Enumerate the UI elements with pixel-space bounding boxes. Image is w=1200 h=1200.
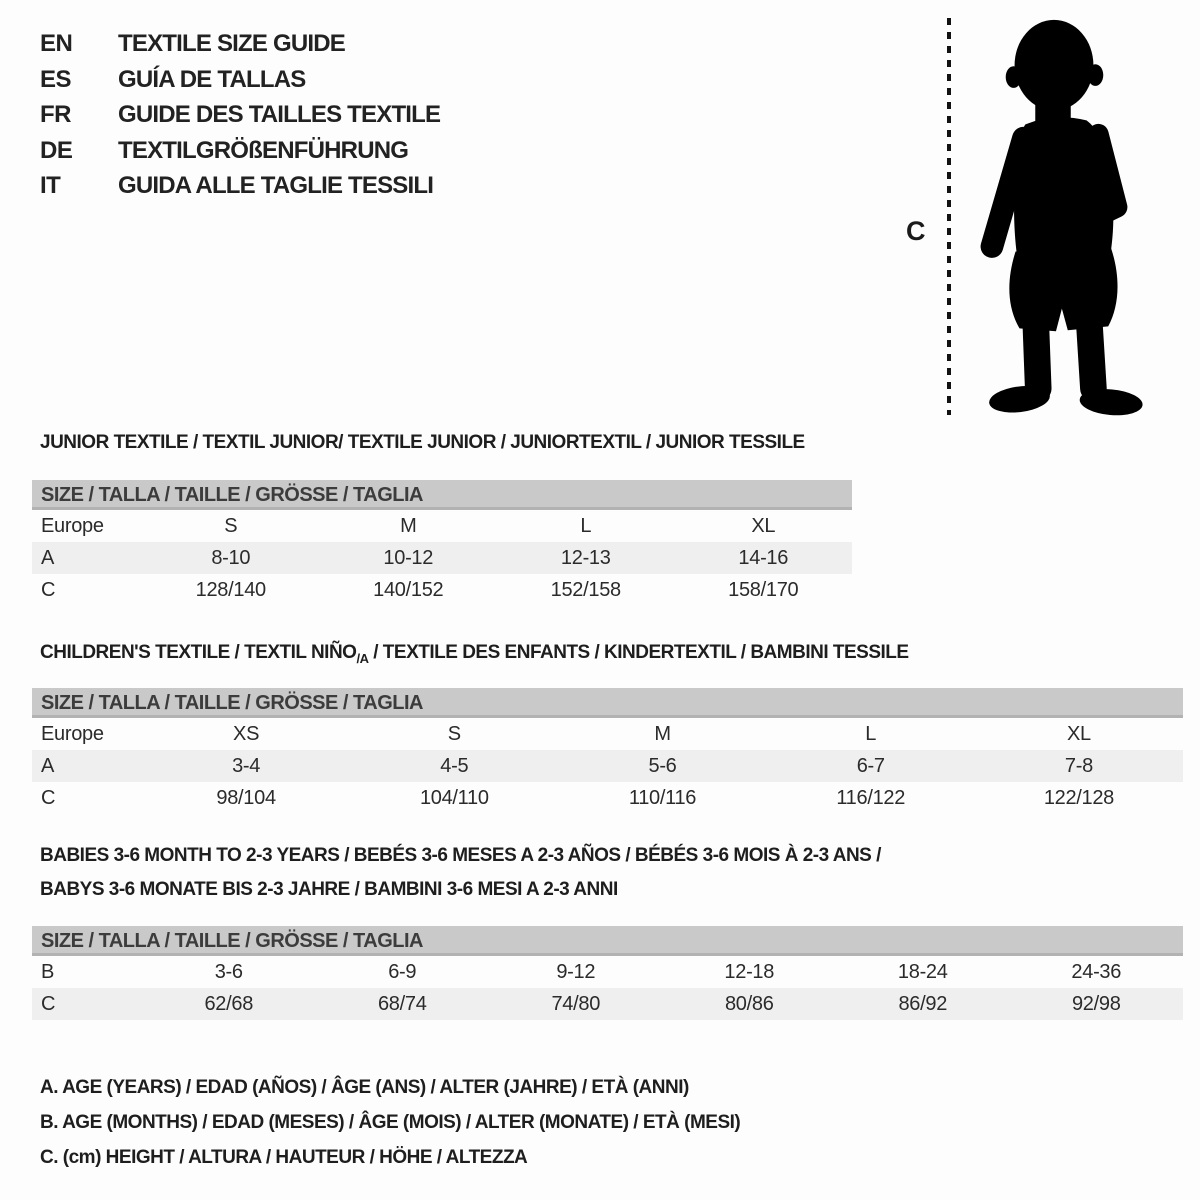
size-table-babies [32,926,1183,1020]
cell: 116/122 [836,787,906,809]
cell: 110/116 [628,787,697,809]
table-row-a [32,542,852,574]
section-title-babies-line2: BABYS 3-6 MONATE BIS 2-3 JAHRE / BAMBINI 3-6 MESI A 2-3 ANNI [40,879,618,900]
cell: S [447,723,461,745]
language-title: TEXTILGRÖßENFÜHRUNG [118,136,409,164]
language-row [40,133,440,169]
figure-label-c: C [906,216,926,246]
cell: 74/80 [551,993,601,1015]
cell: M [400,515,417,537]
section-title-subscript: /A [356,650,369,666]
section-title-babies-line1: BABIES 3-6 MONTH TO 2-3 YEARS / BEBÉS 3-6 MESES A 2-3 AÑOS / BÉBÉS 3-6 MOIS À 2-3 ANS / [40,845,881,866]
row-label: Europe [41,723,104,745]
toddler-silhouette-icon [962,14,1145,418]
cell: 4-5 [440,755,469,777]
language-list [40,26,440,204]
table-row-a [32,750,1183,782]
language-row [40,168,440,204]
cell: 7-8 [1064,755,1093,777]
cell: 80/86 [724,993,774,1015]
legend-line-b: B. AGE (MONTHS) / EDAD (MESES) / ÂGE (MOIS) / ALTER (MONATE) / ETÀ (MESI) [40,1112,741,1133]
table-header: SIZE / TALLA / TAILLE / GRÖSSE / TAGLIA [32,926,1183,956]
language-title: GUIDE DES TAILLES TEXTILE [118,101,441,128]
language-code: IT [40,172,61,199]
table-header: SIZE / TALLA / TAILLE / GRÖSSE / TAGLIA [32,480,852,510]
cell: L [580,515,592,537]
language-title: GUIDA ALLE TAGLIE TESSILI [118,172,434,199]
cell: 6-7 [856,755,885,777]
row-label: B [41,961,55,983]
legend-line-c: C. (cm) HEIGHT / ALTURA / HAUTEUR / HÖHE / ALTEZZA [40,1147,528,1168]
cell: 9-12 [556,961,596,983]
language-title: TEXTILE SIZE GUIDE [118,30,345,57]
language-code: ES [40,65,72,93]
cell: 18-24 [897,961,948,983]
cell: 12-13 [560,547,611,569]
cell: XL [1066,723,1091,745]
cell: 140/152 [373,579,444,601]
cell: 152/158 [550,579,621,601]
cell: 8-10 [211,547,251,569]
legend [40,1070,740,1175]
table-row-b [32,956,1183,988]
language-code: EN [40,30,73,57]
table-header: SIZE / TALLA / TAILLE / GRÖSSE / TAGLIA [32,688,1183,718]
language-row [40,62,440,98]
cell: 14-16 [738,547,789,569]
language-code: FR [40,101,71,128]
language-code: DE [40,136,73,164]
cell: 128/140 [195,579,266,601]
cell: 24-36 [1071,961,1122,983]
cell: L [865,723,877,745]
table-row-c [32,782,1183,814]
cell: 92/98 [1071,993,1121,1015]
cell: 104/110 [419,787,489,809]
cell: XS [233,723,260,745]
row-label: A [41,547,55,569]
cell: 98/104 [216,787,276,809]
cell: 6-9 [388,961,417,983]
cell: 62/68 [204,993,254,1015]
cell: 86/92 [898,993,948,1015]
height-dashed-line-icon [947,18,951,415]
cell: M [654,723,671,745]
language-row [40,26,440,62]
section-title-text: CHILDREN'S TEXTILE / TEXTIL NIÑO [40,642,357,663]
row-label: Europe [41,515,104,537]
cell: 12-18 [724,961,775,983]
cell: 68/74 [377,993,427,1015]
legend-line-a: A. AGE (YEARS) / EDAD (AÑOS) / ÂGE (ANS) / ALTER (JAHRE) / ETÀ (ANNI) [40,1077,689,1098]
cell: 5-6 [648,755,677,777]
section-title-junior: JUNIOR TEXTILE / TEXTIL JUNIOR/ TEXTILE JUNIOR / JUNIORTEXTIL / JUNIOR TESSILE [40,432,805,453]
row-label: C [41,579,56,601]
section-title-text: / TEXTILE DES ENFANTS / KINDERTEXTIL / BAMBINI TESSILE [368,642,909,663]
table-row-europe [32,718,1183,750]
size-table-junior [32,480,852,606]
cell: 3-6 [214,961,243,983]
table-row-c [32,574,852,606]
row-label: C [41,787,56,809]
cell: 10-12 [383,547,434,569]
language-title: GUÍA DE TALLAS [118,65,306,93]
cell: 158/170 [728,579,799,601]
table-row-c [32,988,1183,1020]
table-row-europe [32,510,852,542]
size-table-children [32,688,1183,814]
cell: 122/128 [1043,787,1115,809]
row-label: A [41,755,55,777]
size-figure [900,0,1200,430]
cell: 3-4 [232,755,261,777]
cell: XL [751,515,776,537]
row-label: C [41,993,56,1015]
section-title-children [40,642,909,666]
language-row [40,97,440,133]
cell: S [224,515,238,537]
